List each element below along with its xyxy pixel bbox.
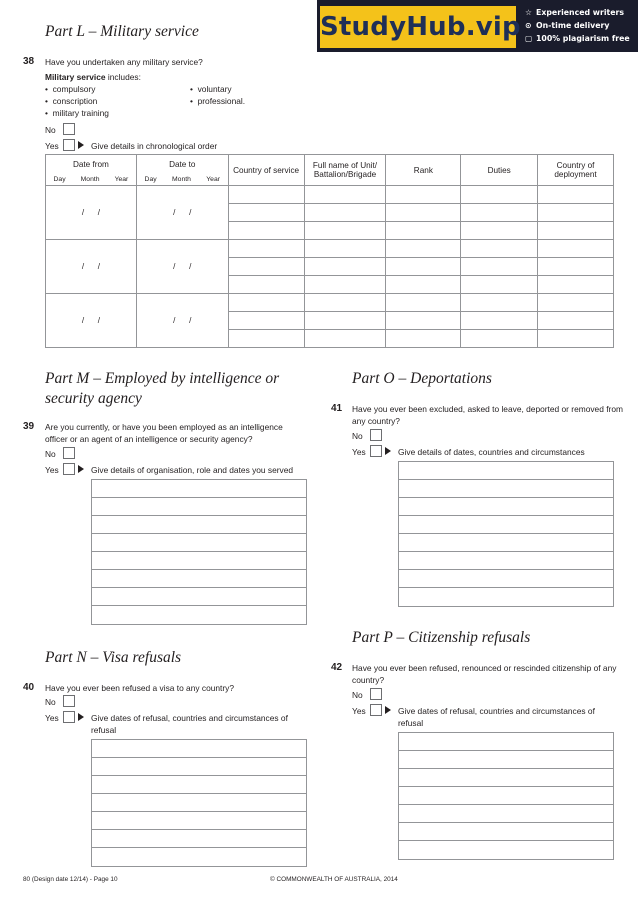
date-from-header [46,155,137,186]
unit-label-line2: Battalion/Brigade [313,170,377,179]
date-to-cell[interactable] [136,186,228,240]
table-cell[interactable] [386,240,461,258]
instruction-line: Give dates of refusal, countries and circumstances of [398,706,595,716]
yes-label: Yes [45,713,59,723]
includes-rest: includes: [105,72,141,82]
table-cell[interactable] [386,186,461,204]
question-number: 40 [23,682,35,693]
question-number: 41 [331,403,343,414]
table-cell[interactable] [538,240,614,258]
date-separator: / [81,316,85,325]
table-cell[interactable] [304,330,386,348]
no-label: No [352,431,363,441]
table-cell[interactable] [228,276,304,294]
table-cell[interactable] [538,330,614,348]
feature-item [525,19,630,32]
table-cell[interactable] [304,294,386,312]
table-cell[interactable] [304,258,386,276]
promo-banner[interactable] [317,0,638,52]
table-cell[interactable] [386,204,461,222]
answer-line[interactable] [399,733,613,751]
question-number: 38 [23,56,35,67]
instruction-text: Give details of organisation, role and dates you served [91,465,294,475]
date-separator: / [97,208,101,217]
list-item: • voluntary [190,84,232,94]
q39-details-box[interactable] [91,479,307,625]
answer-line[interactable] [92,534,306,552]
no-label: No [45,449,56,459]
date-separator: / [189,208,192,217]
date-to-label: Date to [169,160,196,169]
star-icon: ☆ [525,8,532,17]
answer-line[interactable] [92,830,306,848]
part-m-title-line1: Part M – Employed by intelligence or [45,370,280,387]
table-cell[interactable] [386,258,461,276]
deployment-header [538,155,614,186]
date-from-cell[interactable] [46,294,137,348]
table-cell[interactable] [304,204,386,222]
table-cell[interactable] [538,258,614,276]
q42-no-checkbox[interactable] [370,688,382,700]
table-cell[interactable] [228,240,304,258]
question-line: Have you ever been refused, renounced or rescinded citizenship of any [352,663,617,673]
answer-line[interactable] [399,805,613,823]
arrow-right-icon [385,447,391,455]
table-cell[interactable] [228,312,304,330]
date-separator: / [173,262,176,271]
unit-header [304,155,386,186]
table-cell[interactable] [461,222,538,240]
table-cell[interactable] [228,186,304,204]
list-item: • conscription [45,96,98,106]
q41-yes-checkbox[interactable] [370,445,382,457]
answer-line[interactable] [399,570,613,588]
answer-line[interactable] [92,606,306,624]
table-cell[interactable] [461,312,538,330]
answer-line[interactable] [92,740,306,758]
date-separator: / [97,316,101,325]
arrow-right-icon [78,713,84,721]
date-from-label: Date from [72,160,109,169]
feature-item [525,6,630,19]
table-cell[interactable] [538,204,614,222]
answer-line[interactable] [399,480,613,498]
date-separator: / [173,316,176,325]
date-separator: / [189,262,192,271]
deployment-label-line1: Country of [556,161,595,170]
arrow-right-icon [78,141,84,149]
feature-item [525,32,630,45]
table-cell[interactable] [461,294,538,312]
question-line: Have you ever been excluded, asked to leave, deported or removed from [352,404,623,414]
table-cell[interactable] [386,330,461,348]
table-cell[interactable] [304,276,386,294]
question-text: Have you ever been refused a visa to any country? [45,683,235,693]
question-number: 42 [331,662,343,673]
question-text [352,662,616,686]
date-from-cell[interactable] [46,240,137,294]
question-text [45,421,283,445]
table-cell[interactable] [228,204,304,222]
bullet-list-right [190,83,245,107]
instruction-text [398,705,595,729]
answer-line[interactable] [399,751,613,769]
date-to-header [136,155,228,186]
table-cell[interactable] [538,312,614,330]
answer-line[interactable] [399,769,613,787]
country-of-service-header: Country of service [228,155,304,186]
table-cell[interactable] [304,186,386,204]
q41-details-box[interactable] [398,461,614,607]
table-cell[interactable] [538,294,614,312]
question-line: country? [352,675,385,685]
table-cell[interactable] [304,312,386,330]
rank-header: Rank [386,155,461,186]
question-text [352,403,623,427]
clock-icon: ⊙ [525,21,532,30]
q38-no-checkbox[interactable] [63,123,75,135]
date-separator: / [189,316,192,325]
date-separator: / [173,208,176,217]
list-item-text: conscription [52,96,98,106]
q39-yes-checkbox[interactable] [63,463,75,475]
part-o-title: Part O – Deportations [352,370,492,387]
answer-line[interactable] [399,516,613,534]
feature-text: On-time delivery [536,21,610,30]
table-cell[interactable] [386,276,461,294]
q38-yes-checkbox[interactable] [63,139,75,151]
q40-no-checkbox[interactable] [63,695,75,707]
day-label: Day [53,176,66,183]
date-from-cell[interactable] [46,186,137,240]
arrow-right-icon [78,465,84,473]
document-icon: ▢ [525,34,533,43]
month-label: Month [172,176,191,183]
table-cell[interactable] [304,240,386,258]
answer-line[interactable] [92,552,306,570]
table-cell[interactable] [304,222,386,240]
answer-line[interactable] [399,823,613,841]
q40-yes-checkbox[interactable] [63,711,75,723]
table-cell[interactable] [461,330,538,348]
answer-line[interactable] [399,552,613,570]
q41-no-checkbox[interactable] [370,429,382,441]
instruction-line: refusal [91,725,117,735]
q42-details-box[interactable] [398,732,614,860]
table-cell[interactable] [228,294,304,312]
date-separator: / [97,262,101,271]
includes-bold: Military service [45,72,106,82]
part-n-title: Part N – Visa refusals [45,649,182,666]
instruction-text: Give details in chronological order [91,141,218,151]
bullet-list-left [45,83,109,119]
feature-text: Experienced writers [536,8,625,17]
deployment-label-line2: deployment [554,170,597,179]
q40-details-box[interactable] [91,739,307,867]
list-item: • compulsory [45,84,96,94]
answer-line[interactable] [92,588,306,606]
answer-line[interactable] [92,758,306,776]
part-m-title-line2: security agency [45,390,142,407]
answer-line[interactable] [92,570,306,588]
part-l-title: Part L – Military service [45,23,199,40]
instruction-line: Give dates of refusal, countries and circumstances of [91,713,288,723]
answer-line[interactable] [92,480,306,498]
duties-header: Duties [461,155,538,186]
instruction-text: Give details of dates, countries and circumstances [398,447,585,457]
table-cell[interactable] [538,222,614,240]
answer-line[interactable] [399,534,613,552]
question-line: officer or an agent of an intelligence or security agency? [45,434,253,444]
table-cell[interactable] [461,276,538,294]
military-service-table [45,154,614,348]
no-label: No [45,697,56,707]
question-number: 39 [23,421,35,432]
year-label: Year [206,176,220,183]
answer-line[interactable] [399,498,613,516]
footer-copyright: © COMMONWEALTH OF AUSTRALIA, 2014 [270,876,398,883]
yes-label: Yes [45,141,59,151]
table-cell[interactable] [386,312,461,330]
table-cell[interactable] [386,222,461,240]
answer-line[interactable] [92,498,306,516]
answer-line[interactable] [399,841,613,859]
table-cell[interactable] [538,186,614,204]
part-m-title [45,369,279,409]
table-cell[interactable] [538,276,614,294]
yes-label: Yes [352,706,366,716]
list-item: • professional. [190,96,246,106]
date-separator: / [81,262,85,271]
arrow-right-icon [385,706,391,714]
question-line: Are you currently, or have you been employed as an intelligence [45,422,283,432]
answer-line[interactable] [399,787,613,805]
feature-text: 100% plagiarism free [536,34,630,43]
table-cell[interactable] [228,222,304,240]
month-label: Month [80,176,100,183]
no-label: No [352,690,363,700]
date-to-cell[interactable] [136,294,228,348]
date-to-cell[interactable] [136,240,228,294]
answer-line[interactable] [399,588,613,606]
part-p-title: Part P – Citizenship refusals [352,629,531,646]
unit-label-line1: Full name of Unit/ [312,161,378,170]
table-cell[interactable] [461,204,538,222]
answer-line[interactable] [399,462,613,480]
yes-label: Yes [45,465,59,475]
includes-label [45,71,141,83]
answer-line[interactable] [92,516,306,534]
footer-page-info: 80 (Design date 12/14) - Page 10 [23,876,118,883]
year-label: Year [114,176,129,183]
table-cell[interactable] [461,186,538,204]
instruction-line: refusal [398,718,424,728]
q39-no-checkbox[interactable] [63,447,75,459]
q42-yes-checkbox[interactable] [370,704,382,716]
yes-label: Yes [352,447,366,457]
question-line: any country? [352,416,400,426]
table-cell[interactable] [461,240,538,258]
answer-line[interactable] [92,848,306,866]
table-cell[interactable] [461,258,538,276]
no-label: No [45,125,56,135]
feature-list [525,6,630,45]
brand-logo[interactable]: StudyHub.vip [320,6,516,48]
table-cell[interactable] [228,330,304,348]
list-item-text: military training [52,108,109,118]
date-separator: / [81,208,85,217]
list-item-text: compulsory [52,84,96,94]
list-item: • military training [45,108,109,118]
instruction-text [91,712,288,736]
answer-line[interactable] [92,812,306,830]
list-item-text: professional. [197,96,246,106]
table-cell[interactable] [228,258,304,276]
answer-line[interactable] [92,794,306,812]
day-label: Day [144,176,157,183]
answer-line[interactable] [92,776,306,794]
question-text: Have you undertaken any military service? [45,57,203,67]
list-item-text: voluntary [197,84,232,94]
table-cell[interactable] [386,294,461,312]
